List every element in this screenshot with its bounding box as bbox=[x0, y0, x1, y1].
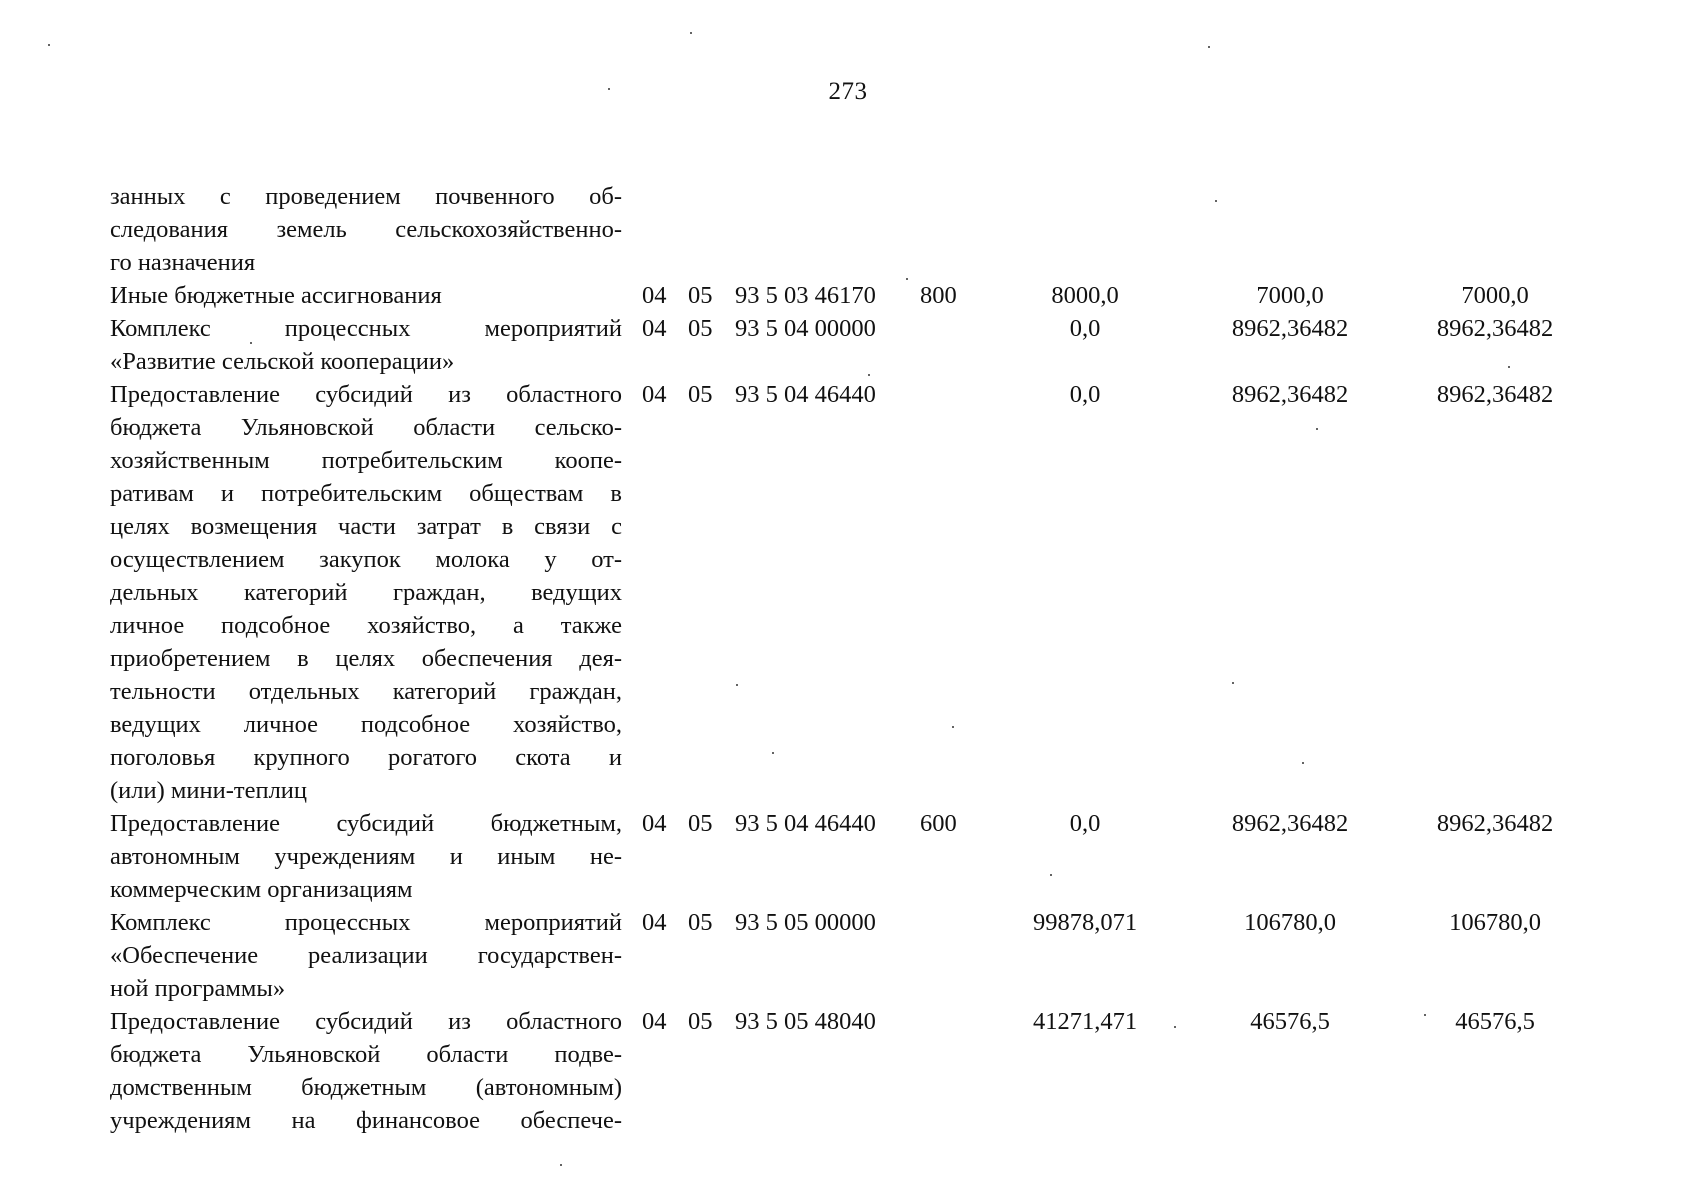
scan-speck bbox=[1208, 46, 1210, 48]
scan-speck bbox=[250, 342, 252, 344]
scan-speck bbox=[690, 32, 692, 34]
scan-speck bbox=[1215, 200, 1217, 202]
description-line: Комплекс процессных мероприятий bbox=[110, 909, 622, 936]
amount-year-3: 8962,36482 bbox=[1436, 810, 1554, 837]
description-line: поголовья крупного рогатого скота и bbox=[110, 744, 622, 771]
table-row bbox=[110, 312, 1590, 378]
section-code: 04 bbox=[642, 810, 667, 837]
target-article-code: 93 5 04 46440 bbox=[735, 810, 876, 837]
subsection-code: 05 bbox=[688, 1008, 713, 1035]
amount-year-2: 8962,36482 bbox=[1231, 315, 1349, 342]
amount-year-3: 46576,5 bbox=[1455, 1008, 1535, 1035]
description-line: ной программы» bbox=[110, 975, 286, 1002]
amount-year-1: 0,0 bbox=[1069, 381, 1101, 408]
amount-year-2: 7000,0 bbox=[1256, 282, 1324, 309]
description-line: дельных категорий граждан, ведущих bbox=[110, 579, 622, 606]
amount-year-2: 46576,5 bbox=[1250, 1008, 1330, 1035]
row-description bbox=[110, 180, 622, 279]
scan-speck bbox=[1174, 1026, 1176, 1028]
description-line: бюджета Ульяновской области сельско- bbox=[110, 414, 622, 441]
scan-speck bbox=[868, 374, 870, 376]
target-article-code: 93 5 04 46440 bbox=[735, 381, 876, 408]
scan-speck bbox=[906, 278, 908, 280]
description-line: автономным учреждениям и иным не- bbox=[110, 843, 622, 870]
scan-speck bbox=[952, 726, 954, 728]
scan-speck bbox=[1232, 682, 1234, 684]
description-line: приобретением в целях обеспечения дея- bbox=[110, 645, 622, 672]
target-article-code: 93 5 05 00000 bbox=[735, 909, 876, 936]
row-description bbox=[110, 378, 622, 807]
description-line: учреждениям на финансовое обеспече- bbox=[110, 1107, 622, 1134]
scan-speck bbox=[1302, 762, 1304, 764]
description-line: осуществлением закупок молока у от- bbox=[110, 546, 622, 573]
budget-table bbox=[110, 180, 1590, 1137]
description-line: хозяйственным потребительским коопе- bbox=[110, 447, 622, 474]
description-line: «Развитие сельской кооперации» bbox=[110, 348, 455, 375]
scan-speck bbox=[560, 1164, 562, 1166]
subsection-code: 05 bbox=[688, 909, 713, 936]
description-line: домственным бюджетным (автономным) bbox=[110, 1074, 622, 1101]
target-article-code: 93 5 05 48040 bbox=[735, 1008, 876, 1035]
description-line: го назначения bbox=[110, 249, 256, 276]
target-article-code: 93 5 04 00000 bbox=[735, 315, 876, 342]
amount-year-2: 106780,0 bbox=[1244, 909, 1336, 936]
description-line: личное подсобное хозяйство, а также bbox=[110, 612, 622, 639]
scan-speck bbox=[608, 88, 610, 90]
description-line: коммерческим организациям bbox=[110, 876, 413, 903]
description-line: занных с проведением почвенного об- bbox=[110, 183, 622, 210]
scan-speck bbox=[48, 44, 50, 46]
amount-year-1: 0,0 bbox=[1069, 810, 1101, 837]
scan-speck bbox=[1050, 874, 1052, 876]
page-number: 273 bbox=[828, 78, 868, 105]
amount-year-2: 8962,36482 bbox=[1231, 810, 1349, 837]
section-code: 04 bbox=[642, 1008, 667, 1035]
section-code: 04 bbox=[642, 909, 667, 936]
amount-year-2: 8962,36482 bbox=[1231, 381, 1349, 408]
section-code: 04 bbox=[642, 315, 667, 342]
subsection-code: 05 bbox=[688, 381, 713, 408]
description-line: Предоставление субсидий из областного bbox=[110, 381, 622, 408]
amount-year-3: 7000,0 bbox=[1461, 282, 1529, 309]
description-line: целях возмещения части затрат в связи с bbox=[110, 513, 622, 540]
row-description bbox=[110, 807, 622, 906]
description-line: ведущих личное подсобное хозяйство, bbox=[110, 711, 622, 738]
scan-speck bbox=[1316, 428, 1318, 430]
description-line: ративам и потребительским обществам в bbox=[110, 480, 622, 507]
table-row bbox=[110, 807, 1590, 906]
description-line: Предоставление субсидий бюджетным, bbox=[110, 810, 622, 837]
amount-year-3: 8962,36482 bbox=[1436, 381, 1554, 408]
description-line: тельности отдельных категорий граждан, bbox=[110, 678, 622, 705]
subsection-code: 05 bbox=[688, 315, 713, 342]
subsection-code: 05 bbox=[688, 282, 713, 309]
scan-speck bbox=[1508, 366, 1510, 368]
section-code: 04 bbox=[642, 282, 667, 309]
amount-year-1: 41271,471 bbox=[1032, 1008, 1138, 1035]
description-line: (или) мини-теплиц bbox=[110, 777, 308, 804]
amount-year-1: 0,0 bbox=[1069, 315, 1101, 342]
table-row bbox=[110, 1005, 1590, 1137]
table-row bbox=[110, 279, 1590, 312]
description-line: Комплекс процессных мероприятий bbox=[110, 315, 622, 342]
amount-year-1: 8000,0 bbox=[1051, 282, 1119, 309]
row-description bbox=[110, 906, 622, 1005]
description-line: «Обеспечение реализации государствен- bbox=[110, 942, 622, 969]
description-line: Предоставление субсидий из областного bbox=[110, 1008, 622, 1035]
subsection-code: 05 bbox=[688, 810, 713, 837]
row-description bbox=[110, 1005, 622, 1137]
description-line: бюджета Ульяновской области подве- bbox=[110, 1041, 622, 1068]
expense-type-code: 600 bbox=[920, 810, 957, 837]
scan-speck bbox=[1424, 1014, 1426, 1016]
description-line: следования земель сельскохозяйственно- bbox=[110, 216, 622, 243]
target-article-code: 93 5 03 46170 bbox=[735, 282, 876, 309]
table-row bbox=[110, 180, 1590, 279]
amount-year-1: 99878,071 bbox=[1032, 909, 1138, 936]
expense-type-code: 800 bbox=[920, 282, 957, 309]
amount-year-3: 8962,36482 bbox=[1436, 315, 1554, 342]
row-description bbox=[110, 312, 622, 378]
table-row bbox=[110, 378, 1590, 807]
scan-speck bbox=[772, 752, 774, 754]
scan-speck bbox=[736, 684, 738, 686]
amount-year-3: 106780,0 bbox=[1449, 909, 1541, 936]
section-code: 04 bbox=[642, 381, 667, 408]
table-row bbox=[110, 906, 1590, 1005]
description-line: Иные бюджетные ассигнования bbox=[110, 282, 442, 309]
row-description bbox=[110, 279, 622, 312]
